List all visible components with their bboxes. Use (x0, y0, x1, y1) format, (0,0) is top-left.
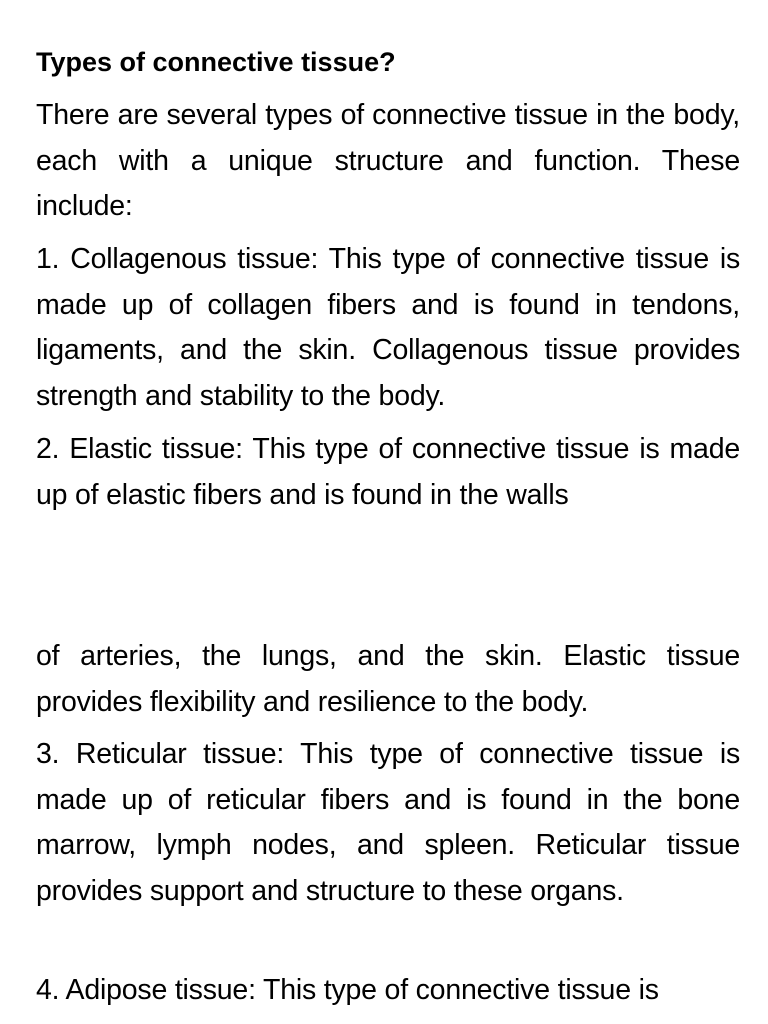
list-item-elastic: 2. Elastic tissue: This type of connective tissue is made up of elastic fibers and is found in the walls (36, 433, 740, 511)
intro-paragraph: There are several types of connective tissue in the body, each with a unique structure and function. These include: (36, 99, 740, 222)
page-title: Types of connective tissue? (36, 47, 396, 77)
list-item-adipose: 4. Adipose tissue: This type of connective tissue is (36, 974, 659, 1006)
list-item-collagenous: 1. Collagenous tissue: This type of connective tissue is made up of collagen fibers and is found in tendons, ligaments, and the skin. Collagenous tissue provides strength and stability to the body. (36, 243, 740, 412)
list-item-reticular: 3. Reticular tissue: This type of connective tissue is made up of reticular fibers and is found in the bone marrow, lymph nodes, and spleen. Reticular tissue provides support and structure to these organs. (36, 738, 740, 907)
list-item-elastic-continued: of arteries, the lungs, and the skin. Elastic tissue provides flexibility and resilience to the body. (36, 640, 740, 718)
